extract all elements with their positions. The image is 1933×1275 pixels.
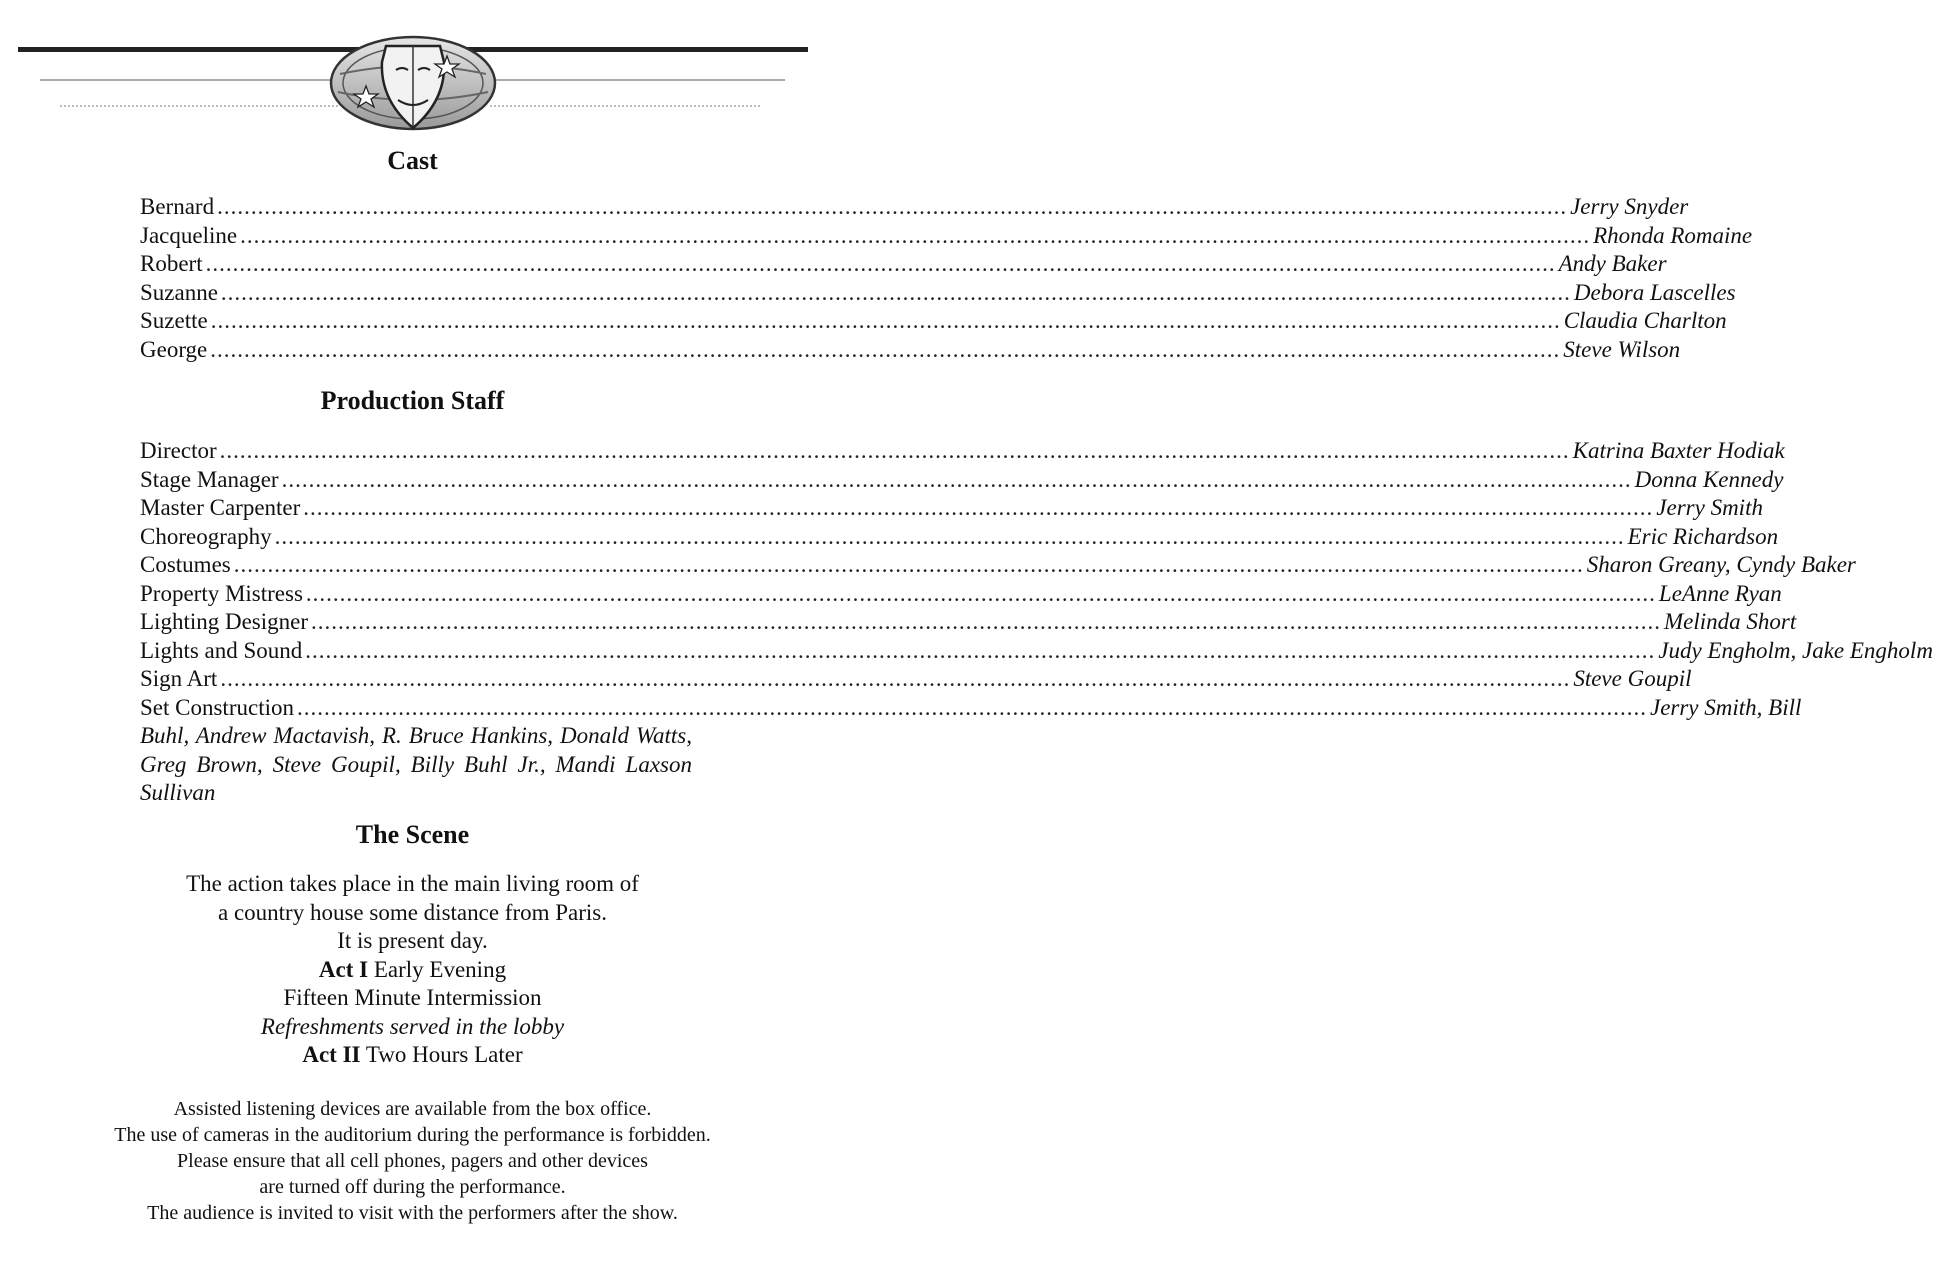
staff-row: [140, 437, 1785, 466]
staff-name: LeAnne Ryan: [1658, 580, 1782, 606]
staff-row: [140, 608, 1797, 637]
staff-name: Judy Engholm, Jake Engholm: [1658, 637, 1933, 663]
staff-role: Choreography: [140, 523, 272, 549]
refreshments-text: Refreshments served in the lobby: [260, 1013, 565, 1039]
cast-role: Bernard: [140, 194, 215, 219]
cast-list: [140, 193, 1753, 364]
cast-name: Jerry Snyder: [1570, 194, 1689, 219]
cast-row: [140, 193, 1689, 222]
production-staff-list: [140, 437, 1933, 808]
audience-notes: [0, 1096, 825, 1226]
cast-row: [140, 307, 1727, 336]
theatre-mask-star-emblem-icon: [331, 37, 495, 129]
dot-leader: ........................................................................................................................................................................................................: [217, 194, 1568, 219]
cast-name: Andy Baker: [1558, 251, 1667, 276]
staff-role: Lighting Designer: [140, 609, 308, 634]
dot-leader: ........................................................................................................................................................................................................: [303, 495, 1654, 520]
staff-row: [140, 580, 1782, 609]
staff-name: Steve Goupil: [1573, 666, 1692, 691]
header-emblem: [0, 0, 825, 140]
staff-name: Donna Kennedy: [1634, 466, 1784, 492]
scene-line: It is present day.: [337, 928, 488, 953]
staff-role: Property Mistress: [140, 580, 303, 606]
cast-role: George: [140, 336, 208, 362]
staff-row: [140, 494, 1763, 523]
dot-leader: ........................................................................................................................................................................................................: [305, 637, 1656, 663]
staff-name: Katrina Baxter Hodiak: [1572, 438, 1785, 463]
dot-leader: ........................................................................................................................................................................................................: [281, 466, 1632, 492]
cast-name: Rhonda Romaine: [1593, 222, 1753, 248]
staff-role: Lights and Sound: [140, 637, 303, 663]
note-line: Please ensure that all cell phones, pagers and other devices: [177, 1150, 648, 1172]
staff-row: [140, 665, 1692, 694]
staff-row: [140, 694, 1802, 723]
cast-role: Suzanne: [140, 279, 218, 305]
act-one: [0, 956, 825, 985]
staff-role: Set Construction: [140, 694, 294, 720]
scene-line: a country house some distance from Paris.: [218, 899, 607, 925]
dot-leader: ........................................................................................................................................................................................................: [210, 336, 1561, 362]
cast-name: Claudia Charlton: [1563, 308, 1727, 333]
cast-name: Debora Lascelles: [1573, 279, 1736, 305]
act-one-time: Early Evening: [368, 956, 507, 982]
act-two: [0, 1041, 825, 1070]
dot-leader: ........................................................................................................................................................................................................: [305, 580, 1656, 606]
cast-row: [140, 336, 1681, 365]
cast-role: Suzette: [140, 308, 208, 333]
refreshments: [0, 1013, 825, 1042]
cast-name: Steve Wilson: [1563, 336, 1681, 362]
staff-row: [140, 523, 1779, 552]
cast-row: [140, 250, 1667, 279]
dot-leader: ........................................................................................................................................................................................................: [210, 308, 1561, 333]
intermission: Fifteen Minute Intermission: [283, 985, 542, 1010]
staff-role: Costumes: [140, 552, 231, 577]
staff-row: [140, 466, 1784, 495]
scene-description: [0, 870, 825, 1070]
staff-row: [140, 637, 1933, 666]
staff-role: Master Carpenter: [140, 495, 301, 520]
dot-leader: ........................................................................................................................................................................................................: [220, 666, 1571, 691]
cast-role: Robert: [140, 251, 203, 276]
note-line: are turned off during the performance.: [259, 1176, 566, 1198]
dot-leader: ........................................................................................................................................................................................................: [274, 523, 1625, 549]
act-two-time: Two Hours Later: [360, 1042, 523, 1067]
note-line: The use of cameras in the auditorium during the performance is forbidden.: [114, 1124, 711, 1146]
cast-row: [140, 279, 1736, 308]
scene-line: The action takes place in the main living room of: [186, 871, 639, 896]
set-construction-continuation: Buhl, Andrew Mactavish, R. Bruce Hankins, Donald Watts, Greg Brown, Steve Goupil, Billy Buhl Jr., Mandi Laxson Sullivan: [140, 723, 692, 805]
staff-row: [140, 551, 1856, 580]
dot-leader: ........................................................................................................................................................................................................: [296, 694, 1647, 720]
staff-role: Sign Art: [140, 666, 218, 691]
staff-role: Stage Manager: [140, 466, 279, 492]
act-one-label: Act I: [318, 956, 369, 982]
staff-name: Jerry Smith: [1656, 495, 1763, 520]
dot-leader: ........................................................................................................................................................................................................: [220, 279, 1571, 305]
staff-name: Sharon Greany, Cyndy Baker: [1586, 552, 1856, 577]
cast-row: [140, 222, 1753, 251]
production-staff-heading: Production Staff: [320, 386, 505, 415]
staff-name: Melinda Short: [1664, 609, 1797, 634]
scene-heading: The Scene: [355, 820, 470, 849]
staff-role: Director: [140, 438, 217, 463]
staff-name: Eric Richardson: [1627, 523, 1779, 549]
act-two-label: Act II: [302, 1042, 361, 1067]
dot-leader: ........................................................................................................................................................................................................: [219, 438, 1570, 463]
dot-leader: ........................................................................................................................................................................................................: [205, 251, 1556, 276]
cast-role: Jacqueline: [140, 222, 238, 248]
note-line: Assisted listening devices are available from the box office.: [173, 1098, 652, 1120]
cast-heading: Cast: [387, 146, 438, 175]
dot-leader: ........................................................................................................................................................................................................: [311, 609, 1661, 634]
dot-leader: ........................................................................................................................................................................................................: [233, 552, 1584, 577]
note-line: The audience is invited to visit with the performers after the show.: [147, 1202, 678, 1224]
dot-leader: ........................................................................................................................................................................................................: [240, 222, 1591, 248]
staff-name: Jerry Smith, Bill: [1649, 694, 1802, 720]
